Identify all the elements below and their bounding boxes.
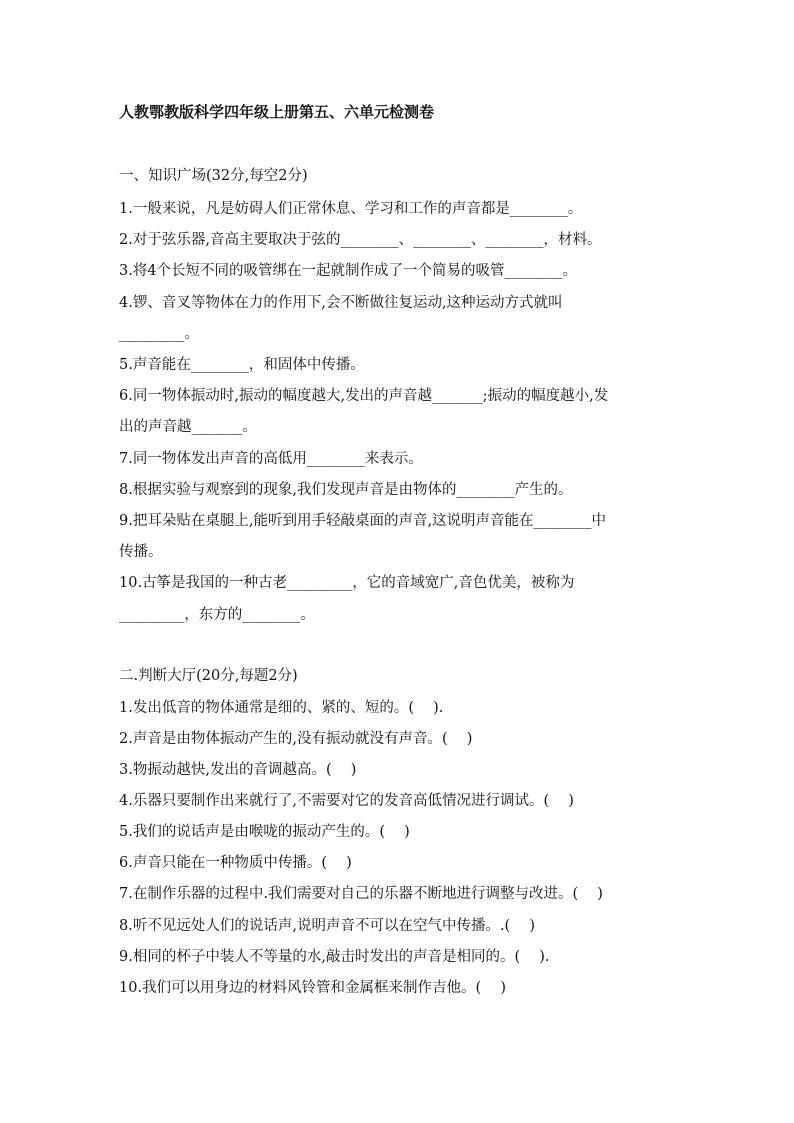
- s2-line-1: 1.发出低音的物体通常是细的、紧的、短的。( ).: [119, 700, 444, 716]
- s1-line-4: 4.锣、音叉等物体在力的作用下,会不断做往复运动,这种运动方式就叫: [119, 295, 563, 311]
- s2-line-10: 10.我们可以用身边的材料风铃管和金属框来制作吉他。( ): [119, 980, 506, 996]
- s2-line-4: 4.乐器只要制作出来就行了,不需要对它的发音高低情况进行调试。( ): [119, 793, 574, 809]
- s2-line-2: 2.声音是由物体振动产生的,没有振动就没有声音。( ): [119, 731, 473, 747]
- s2-line-5: 5.我们的说话声是由喉咙的振动产生的。( ): [119, 824, 410, 840]
- s1-line-11: 9.把耳朵贴在桌腿上,能听到用手轻敲桌面的声音,这说明声音能在________中: [119, 513, 607, 529]
- s1-line-3: 3.将4个长短不同的吸管绑在一起就制作成了一个简易的吸管________。: [119, 263, 578, 279]
- s2-line-7: 7.在制作乐器的过程中.我们需要对自己的乐器不断地进行调整与改进。( ): [119, 886, 603, 902]
- s1-line-12: 传播。: [119, 544, 163, 560]
- s2-line-6: 6.声音只能在一种物质中传播。( ): [119, 855, 352, 871]
- s2-line-8: 8.听不见远处人们的说话声,说明声音不可以在空气中传播。.( ): [119, 918, 535, 934]
- s2-line-9: 9.相同的杯子中装人不等量的水,敲击时发出的声音是相同的。( ).: [119, 949, 550, 965]
- s1-line-1: 1.一般来说，凡是妨碍人们正常休息、学习和工作的声音都是________。: [119, 201, 583, 217]
- s1-line-2: 2.对于弦乐器,音高主要取决于弦的________、________、________，材料。: [119, 232, 602, 248]
- s1-line-13: 10.古筝是我国的一种古老_________，它的音域宽广,音色优美，被称为: [119, 575, 575, 591]
- s1-line-5: _________。: [119, 326, 199, 342]
- s1-line-10: 8.根据实验与观察到的现象,我们发现声音是由物体的________产生的。: [119, 482, 573, 498]
- s1-line-6: 5.声音能在________，和固体中传播。: [119, 357, 365, 373]
- s1-line-14: _________，东方的________。: [119, 607, 315, 623]
- section-2-heading: 二.判断大厅(20分,每题2分): [119, 668, 298, 684]
- s1-line-8: 出的声音越_______。: [119, 419, 257, 435]
- page-title: 人教鄂教版科学四年级上册第五、六单元检测卷: [119, 103, 435, 121]
- s1-line-7: 6.同一物体振动时,振动的幅度越大,发出的声音越_______;振动的幅度越小,发: [119, 388, 609, 404]
- s2-line-3: 3.物振动越快,发出的音调越高。( ): [119, 762, 357, 778]
- section-1-heading: 一、知识广场(32分,每空2分): [119, 168, 308, 184]
- s1-line-9: 7.同一物体发出声音的高低用________来表示。: [119, 451, 423, 467]
